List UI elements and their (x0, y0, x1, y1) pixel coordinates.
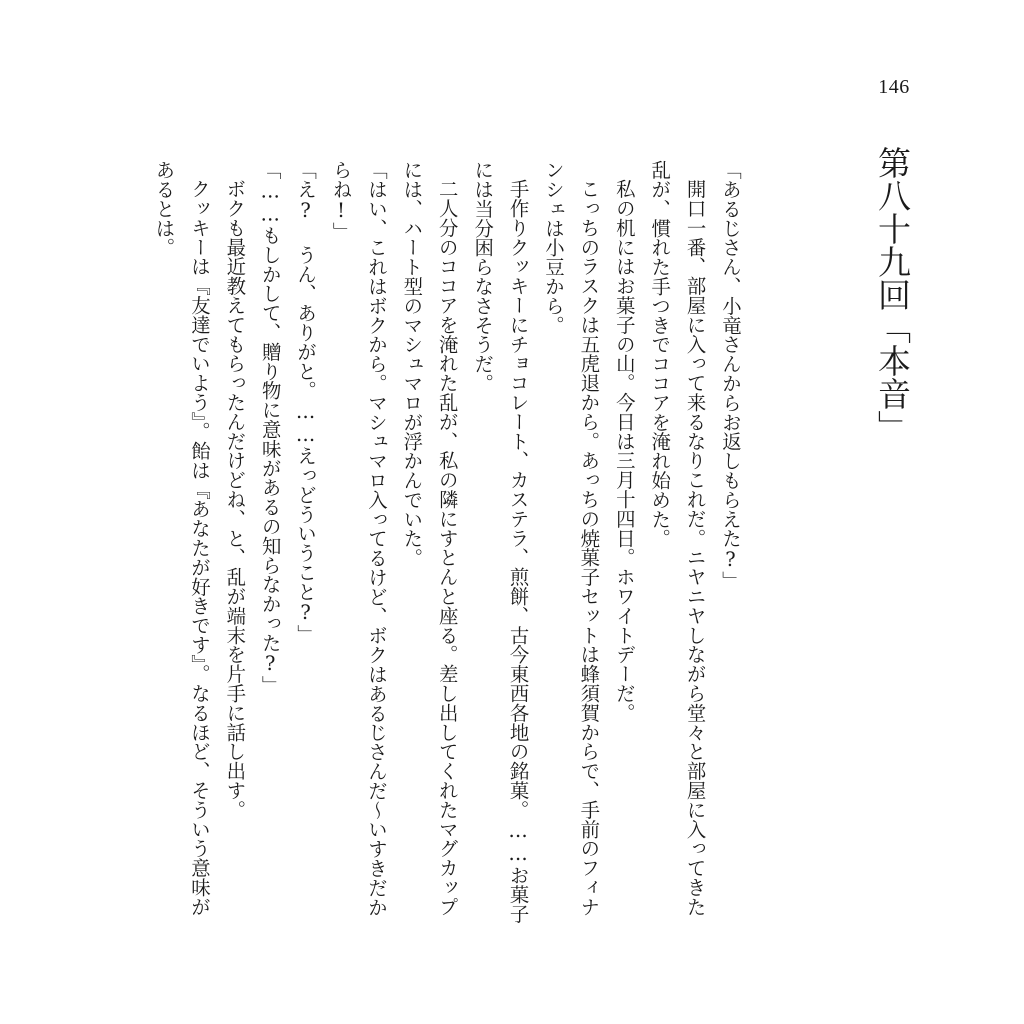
body-text (152, 160, 748, 930)
paragraph-dialogue: 「あるじさん、小竜さんからお返しもらえた?」 (719, 160, 742, 591)
paragraph-narration: 私の机にはお菓子の山。今日は三月十四日。ホワイトデーだ。 (612, 179, 636, 723)
paragraph-dialogue: 「え? うん、ありがと。……えっどういうこと?」 (294, 160, 318, 644)
chapter-title: 第八十九回「本音」 (873, 146, 912, 443)
paragraph-narration: ボクも最近教えてもらったんだけどね、と、乱が端末を片手に話し出す。 (223, 179, 247, 820)
paragraph-narration: 開口一番、部屋に入って来るなりこれだ。ニヤニヤしながら堂々と部屋に入ってきた乱が、慣れた手つきでココアを淹れ始めた。 (648, 160, 707, 917)
paragraph-dialogue: 「……もしかして、贈り物に意味があるの知らなかった?」 (258, 160, 282, 695)
paragraph-narration: 二人分のココアを淹れた乱が、私の隣にすとんと座る。差し出してくれたマグカップには、ハート型のマシュマロが浮かんでいた。 (400, 160, 459, 917)
paragraph-narration: 手作りクッキーにチョコレート、カステラ、煎餅、古今東西各地の銘菓。……お菓子には当分困らなさそうだ。 (471, 160, 530, 924)
paragraph-narration: こっちのラスクは五虎退から。あっちの焼菓子セットは蜂須賀からで、手前のフィナンシェは小豆から。 (541, 160, 601, 917)
paragraph-narration: クッキーは『友達でいよう』。飴は『あなたが好きです』。なるほど、そういう意味があるとは。 (152, 160, 211, 917)
page-number: 146 (878, 76, 910, 98)
paragraph-dialogue: 「はい、これはボクから。マシュマロ入ってるけど、ボクはあるじさんだ〜いすきだからね!」 (329, 160, 388, 917)
